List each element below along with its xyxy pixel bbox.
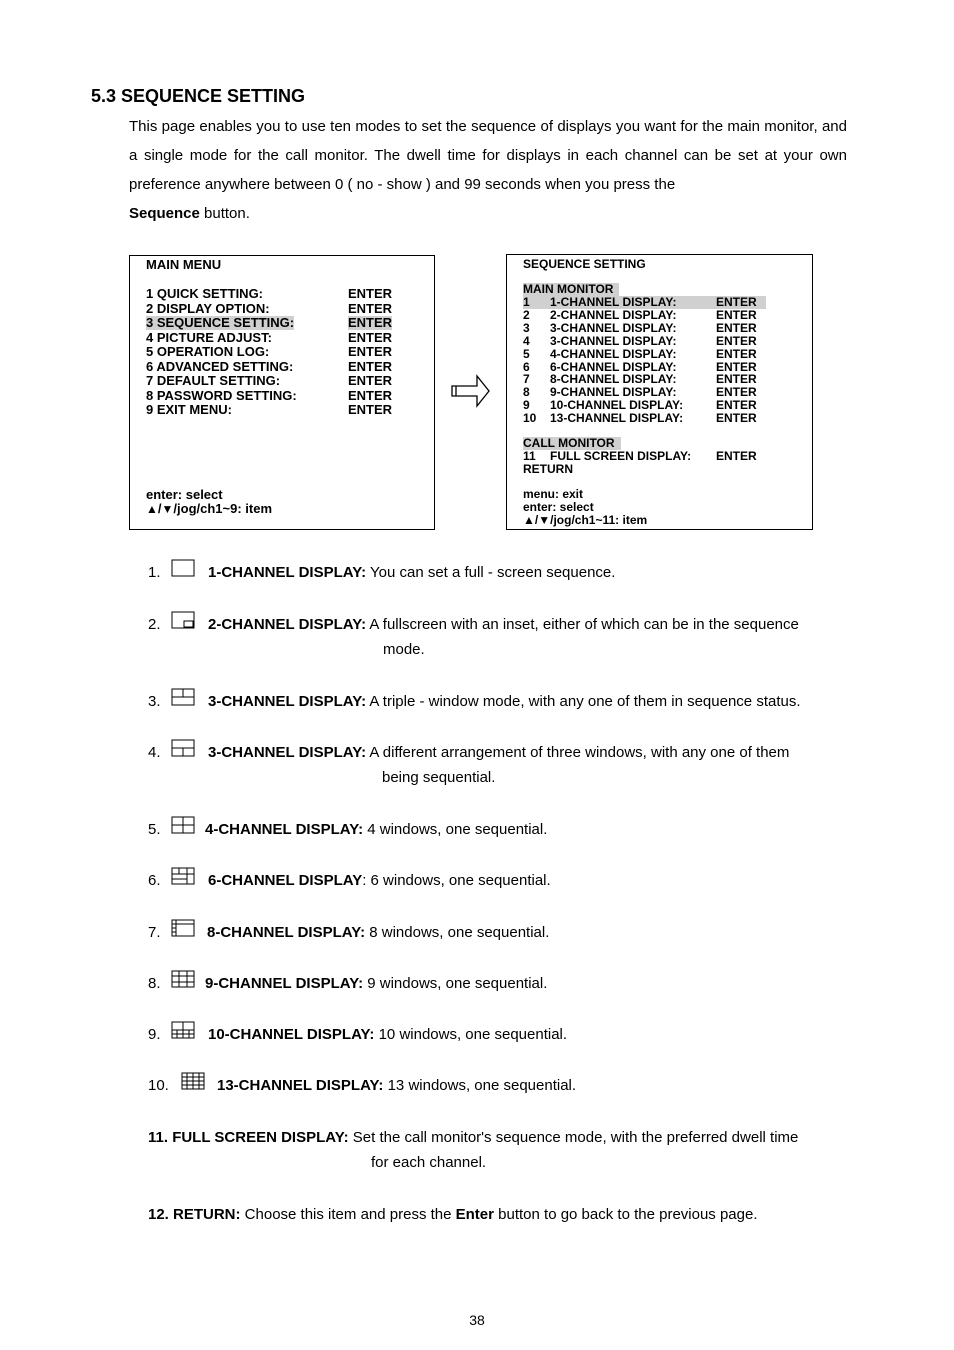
main-menu-item-label[interactable]: 5 OPERATION LOG: [146,344,270,359]
item-11-title: 11. FULL SCREEN DISPLAY: [148,1129,349,1146]
item-title: 13-CHANNEL DISPLAY: [217,1077,384,1094]
10ch-layout-icon [171,1021,195,1039]
main-menu-item-label[interactable]: 8 PASSWORD SETTING: [146,387,297,403]
item-text [207,923,549,943]
item-number: 2. [148,616,161,633]
item-title: 2-CHANNEL DISPLAY: [208,616,367,633]
seq-item-num: 6 [523,359,530,374]
seq-item-num: 1 [523,296,766,309]
item-title: 10-CHANNEL DISPLAY: [208,1026,375,1043]
seq-item-num: 9 [523,398,530,413]
item-desc: A fullscreen with an inset, either of which can be in the sequence [366,616,799,633]
item-desc: You can set a full - screen sequence. [366,564,616,581]
seq-item-num: 10 [523,411,537,426]
item-desc: : 6 windows, one sequential. [362,872,551,889]
seq-item-num: 7 [523,372,530,387]
main-menu-item-value[interactable]: ENTER [348,286,393,301]
seq-hint-select: enter: select [523,500,594,514]
item-title: 3-CHANNEL DISPLAY: [208,693,367,710]
item-number: 10. [148,1077,169,1094]
seq-item-value[interactable]: ENTER [716,333,757,348]
item-text [205,820,547,840]
seq-item-label[interactable]: 13-CHANNEL DISPLAY: [550,411,684,426]
main-menu-hint-item-text: /jog/ch1~9: item [173,501,273,516]
down-triangle-icon: ▼ [538,513,551,527]
seq-item-value[interactable]: ENTER [716,346,757,361]
seq-item-label[interactable]: 10-CHANNEL DISPLAY: [550,398,684,413]
seq-item-value[interactable]: ENTER [716,385,757,400]
item-desc: 8 windows, one sequential. [365,924,550,941]
3ch-layout-icon [171,688,195,706]
main-menu-item-value[interactable]: ENTER [348,344,393,359]
seq-hint-exit: menu: exit [523,487,584,501]
item-title: 4-CHANNEL DISPLAY: [205,821,364,838]
item-12 [148,1205,758,1225]
page-number: 38 [469,1312,485,1328]
section-heading: 5.3 SEQUENCE SETTING [91,86,306,106]
intro-text: This page enables you to use ten modes to set the sequence of displays you want for the main monitor, and a single mode for the call monitor. The dwell time for displays in each channel can be set at your own preference anywhere between 0 ( no - show ) and 99 seconds when you press the [129,118,847,193]
right-arrow-icon [451,374,491,408]
main-menu-item-value[interactable]: ENTER [348,315,393,330]
1ch-layout-icon [171,559,195,577]
main-menu-title: MAIN MENU [146,257,222,272]
item-11-desc: Set the call monitor's sequence mode, with the preferred dwell time [348,1129,799,1146]
call-monitor-label: CALL MONITOR [523,437,621,450]
item-text [208,692,801,712]
seq-item-value[interactable]: ENTER [716,295,757,309]
item-number: 7. [148,924,161,941]
main-menu-item-value[interactable]: ENTER [348,358,393,374]
seq-item-label[interactable]: 8-CHANNEL DISPLAY: [550,372,677,387]
seq-menu-title: SEQUENCE SETTING [523,257,646,271]
main-menu-hint-select: enter: select [146,487,223,502]
seq-item-num: 8 [523,385,530,400]
seq-item-value[interactable]: ENTER [716,307,757,322]
item-desc: 9 windows, one sequential. [363,975,548,992]
seq-item-value[interactable]: ENTER [716,372,757,387]
seq-item-num: 3 [523,320,530,335]
item-cont: mode. [383,641,425,658]
sequence-setting-box [506,254,813,530]
9ch-layout-icon [171,970,195,988]
seq-item-label[interactable]: 1-CHANNEL DISPLAY: [550,295,677,309]
seq-item-num: 5 [523,346,530,361]
seq-item-label[interactable]: 9-CHANNEL DISPLAY: [550,385,677,400]
item-text [208,871,551,891]
8ch-layout-icon [171,919,195,937]
item-text [205,974,547,994]
item-text [208,563,615,583]
item-12-pre: Choose this item and press the [240,1206,456,1223]
main-monitor-label: MAIN MONITOR [523,283,619,296]
call-item-num: 11 [523,449,536,463]
item-number: 1. [148,564,161,581]
2ch-layout-icon [171,611,195,629]
main-menu-item-label[interactable]: 1 QUICK SETTING: [146,286,264,301]
seq-item-label[interactable]: 3-CHANNEL DISPLAY: [550,320,677,335]
item-title: 8-CHANNEL DISPLAY: [207,924,366,941]
seq-item-label[interactable]: 3-CHANNEL DISPLAY: [550,333,677,348]
item-number: 3. [148,693,161,710]
item-11 [148,1128,798,1148]
6ch-layout-icon [171,867,195,885]
seq-item-num: 4 [523,333,530,348]
item-number: 9. [148,1026,161,1043]
main-menu-item-label[interactable]: 7 DEFAULT SETTING: [146,373,281,388]
13ch-layout-icon [181,1072,205,1090]
seq-item-label[interactable]: 2-CHANNEL DISPLAY: [550,307,677,322]
item-desc: 4 windows, one sequential. [363,821,548,838]
seq-item-label[interactable]: 6-CHANNEL DISPLAY: [550,359,677,374]
seq-hint-item-text: /jog/ch1~11: item [550,513,648,527]
main-menu-item-label[interactable]: 3 SEQUENCE SETTING: [146,315,295,330]
main-menu-item-value[interactable]: ENTER [348,387,393,403]
item-title: 1-CHANNEL DISPLAY: [208,564,367,581]
main-menu-item-value[interactable]: ENTER [348,373,393,388]
seq-item-value[interactable]: ENTER [716,320,757,335]
item-text [208,743,789,763]
4ch-layout-icon [171,816,195,834]
main-menu-hint-item: ▲/▼/jog/ch1~9: item [146,501,273,516]
item-number: 4. [148,744,161,761]
item-text [217,1076,576,1096]
item-number: 5. [148,821,161,838]
intro-bold: Sequence [129,205,200,222]
seq-item-value[interactable]: ENTER [716,359,757,374]
down-triangle-icon: ▼ [161,502,174,516]
call-item-value: ENTER [716,449,757,463]
item-cont: being sequential. [382,769,496,786]
up-triangle-icon: ▲ [523,513,535,527]
main-menu-item-value[interactable]: ENTER [348,300,393,316]
intro-tail: button. [199,205,250,222]
return-label: RETURN [523,462,573,476]
call-item-label: FULL SCREEN DISPLAY: [550,449,692,463]
item-number: 8. [148,975,161,992]
item-12-post: button to go back to the previous page. [493,1206,758,1223]
seq-item-value[interactable]: ENTER [716,411,757,426]
main-menu-item-label[interactable]: 4 PICTURE ADJUST: [146,329,272,345]
item-12-title: 12. RETURN: [148,1206,241,1223]
up-triangle-icon: ▲ [146,502,158,516]
main-menu-item-label[interactable]: 9 EXIT MENU: [146,402,232,417]
main-menu-box [129,255,435,530]
seq-item-num: 2 [523,307,530,322]
item-desc: A different arrangement of three windows, with any one of them [366,744,790,761]
seq-item-value[interactable]: ENTER [716,398,757,413]
item-desc: 10 windows, one sequential. [374,1026,568,1043]
item-title: 3-CHANNEL DISPLAY: [208,744,367,761]
main-menu-item-value[interactable]: ENTER [348,402,393,417]
item-number: 6. [148,872,161,889]
main-menu-item-label[interactable]: 2 DISPLAY OPTION: [146,300,270,316]
item-12-bold: Enter [455,1206,494,1223]
seq-item-label[interactable]: 4-CHANNEL DISPLAY: [550,346,677,361]
3ch-alt-layout-icon [171,739,195,757]
item-text [208,615,799,635]
item-title: 6-CHANNEL DISPLAY [208,872,363,889]
item-title: 9-CHANNEL DISPLAY: [205,975,364,992]
item-text [208,1025,567,1045]
intro-paragraph [129,112,847,228]
seq-hint-item: ▲/▼/jog/ch1~11: item [523,513,648,527]
item-desc: A triple - window mode, with any one of them in sequence status. [366,693,801,710]
item-11-cont: for each channel. [371,1154,487,1171]
main-menu-item-label[interactable]: 6 ADVANCED SETTING: [146,358,294,374]
main-menu-item-value[interactable]: ENTER [348,329,393,345]
item-desc: 13 windows, one sequential. [383,1077,577,1094]
